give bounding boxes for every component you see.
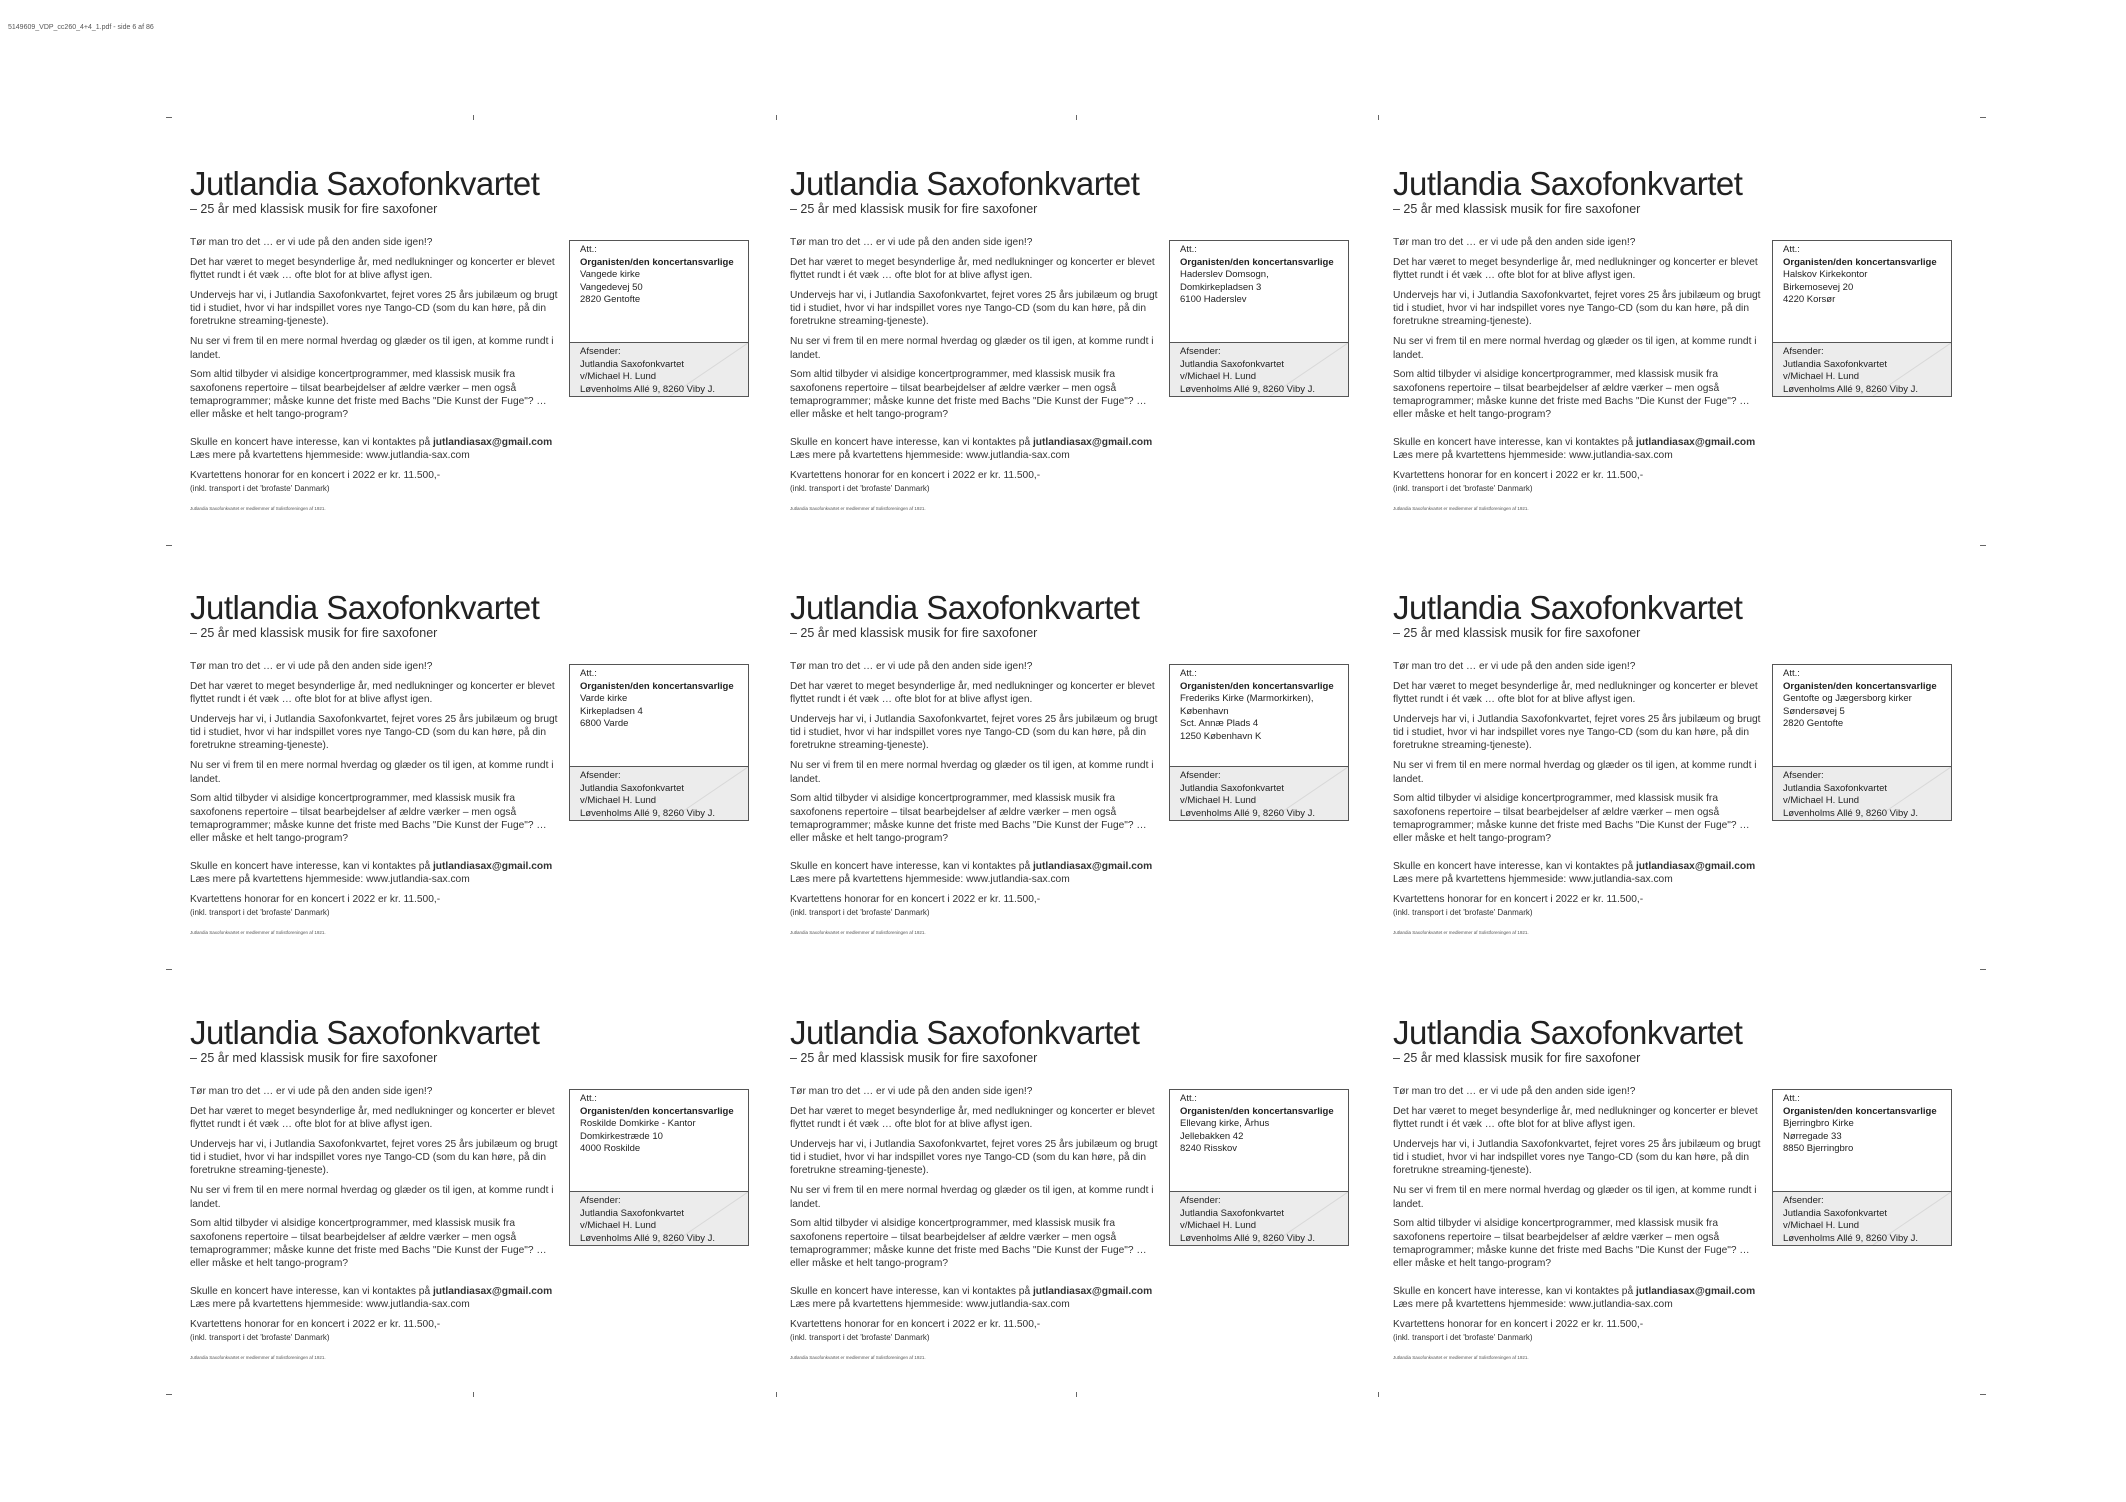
recipient-line: 8850 Bjerringbro	[1783, 1143, 1854, 1154]
att-label: Att.:	[580, 244, 597, 255]
crop-mark	[1980, 969, 1986, 970]
body-paragraph: Nu ser vi frem til en mere normal hverdag og glæder os til igen, at komme rundt i landet.	[1393, 1185, 1757, 1210]
membership-note: Jutlandia Saxofonkvartet er medlemmer af Solistforeningen af 1921.	[190, 505, 326, 511]
body-paragraph: Nu ser vi frem til en mere normal hverdag og glæder os til igen, at komme rundt i landet.	[190, 1185, 554, 1210]
sender-line: v/Michael H. Lund	[580, 795, 657, 806]
recipient-line: Varde kirke	[580, 693, 628, 704]
sender-line: Løvenholms Allé 9, 8260 Viby J.	[580, 807, 716, 819]
address-box	[569, 240, 749, 397]
contact-text: Skulle en koncert have interesse, kan vi kontaktes på	[790, 860, 1033, 872]
card-body	[1393, 660, 1763, 946]
card-body	[1393, 236, 1763, 522]
recipient-role: Organisten/den koncertansvarlige	[580, 680, 734, 692]
card-subtitle: – 25 år med klassisk musik for fire saxofoner	[1393, 1051, 1641, 1065]
website-line: Læs mere på kvartettens hjemmeside: www.jutlandia-sax.com	[1393, 449, 1673, 461]
contact-text: Skulle en koncert have interesse, kan vi kontaktes på	[790, 436, 1033, 448]
contact-text: Skulle en koncert have interesse, kan vi kontaktes på	[1393, 1285, 1636, 1297]
recipient-line: Ellevang kirke, Århus	[1180, 1118, 1270, 1129]
crop-mark	[1980, 545, 1986, 546]
body-paragraph: Undervejs har vi, i Jutlandia Saxofonkvartet, fejret vores 25 års jubilæum og brugt tid i studiet, hvor vi har indspillet vores nye Tango-CD (som du kan høre, på din foretrukne streaming-tjeneste).	[1393, 289, 1761, 328]
recipient-block	[1180, 1093, 1345, 1156]
recipient-block	[580, 1093, 745, 1156]
body-paragraph: Tør man tro det … er vi ude på den anden side igen!?	[790, 237, 1033, 248]
recipient-line: 4220 Korsør	[1783, 294, 1836, 305]
recipient-line: Haderslev Domsogn,	[1180, 269, 1269, 280]
contact-text: Skulle en koncert have interesse, kan vi kontaktes på	[790, 1285, 1033, 1297]
card-subtitle: – 25 år med klassisk musik for fire saxofoner	[790, 626, 1038, 640]
body-paragraph: Undervejs har vi, i Jutlandia Saxofonkvartet, fejret vores 25 års jubilæum og brugt tid i studiet, hvor vi har indspillet vores nye Tango-CD (som du kan høre, på din foretrukne streaming-tjeneste).	[190, 289, 558, 328]
body-paragraph: Det har været to meget besynderlige år, med nedlukninger og koncerter er blevet flyttet rundt i ét væk … ofte blot for at blive aflyst igen.	[190, 680, 555, 706]
recipient-role: Organisten/den koncertansvarlige	[1180, 1105, 1334, 1117]
contact-line	[790, 436, 1160, 449]
body-paragraph: Det har været to meget besynderlige år, med nedlukninger og koncerter er blevet flyttet rundt i ét væk … ofte blot for at blive aflyst igen.	[1393, 256, 1758, 282]
body-paragraph: Nu ser vi frem til en mere normal hverdag og glæder os til igen, at komme rundt i landet.	[1393, 760, 1757, 785]
card-body	[790, 236, 1160, 522]
contact-email: jutlandiasax@gmail.com	[1635, 436, 1756, 448]
contact-email: jutlandiasax@gmail.com	[1032, 436, 1153, 448]
card-title: Jutlandia Saxofonkvartet	[1393, 1014, 1743, 1051]
website-line: Læs mere på kvartettens hjemmeside: www.jutlandia-sax.com	[1393, 1298, 1673, 1310]
card-title: Jutlandia Saxofonkvartet	[790, 1014, 1140, 1051]
sender-line: v/Michael H. Lund	[580, 371, 657, 382]
body-paragraph: Nu ser vi frem til en mere normal hverdag og glæder os til igen, at komme rundt i landet.	[790, 1185, 1154, 1210]
crop-mark	[776, 115, 777, 120]
contact-email: jutlandiasax@gmail.com	[432, 436, 553, 448]
card-body	[190, 660, 560, 946]
att-label: Att.:	[1180, 244, 1197, 255]
contact-line	[190, 1285, 560, 1298]
crop-mark	[166, 1394, 172, 1395]
recipient-line: Bjerringbro Kirke	[1783, 1118, 1854, 1129]
recipient-line: Frederiks Kirke (Marmorkirken),	[1180, 693, 1314, 704]
recipient-line: Vangedevej 50	[580, 281, 643, 293]
sender-block	[1170, 342, 1348, 396]
sender-line: Løvenholms Allé 9, 8260 Viby J.	[580, 383, 716, 395]
sender-line: Jutlandia Saxofonkvartet	[1180, 1207, 1285, 1219]
recipient-role: Organisten/den koncertansvarlige	[1180, 680, 1334, 692]
card-body	[190, 236, 560, 522]
address-box	[1772, 1089, 1952, 1246]
recipient-line: 2820 Gentofte	[580, 294, 641, 305]
body-paragraph: Tør man tro det … er vi ude på den anden side igen!?	[190, 1086, 433, 1097]
card-subtitle: – 25 år med klassisk musik for fire saxofoner	[190, 202, 438, 216]
body-paragraph: Nu ser vi frem til en mere normal hverdag og glæder os til igen, at komme rundt i landet.	[190, 336, 554, 361]
contact-text: Skulle en koncert have interesse, kan vi kontaktes på	[190, 860, 433, 872]
crop-mark	[473, 115, 474, 120]
fee-line: Kvartettens honorar for en koncert i 2022 er kr. 11.500,-	[190, 893, 441, 905]
recipient-block	[580, 668, 745, 731]
sender-line: Jutlandia Saxofonkvartet	[580, 358, 685, 370]
membership-note: Jutlandia Saxofonkvartet er medlemmer af Solistforeningen af 1921.	[790, 505, 926, 511]
sender-line: Jutlandia Saxofonkvartet	[1783, 358, 1888, 370]
body-paragraph: Som altid tilbyder vi alsidige koncertprogrammer, med klassisk musik fra saxofonens repertoire – tilsat bearbejdelser af ældre værker – men også temaprogrammer; måske kunne det friste med Bachs "Die Kunst der Fuge"? … eller måske et helt tango-program?	[790, 1218, 1147, 1270]
flyer-card	[190, 588, 734, 948]
sender-block	[570, 766, 748, 820]
att-label: Att.:	[1180, 1093, 1197, 1104]
sender-label: Afsender:	[1783, 770, 1824, 781]
recipient-block	[1783, 244, 1948, 307]
website-line: Læs mere på kvartettens hjemmeside: www.jutlandia-sax.com	[790, 449, 1070, 461]
body-paragraph: Som altid tilbyder vi alsidige koncertprogrammer, med klassisk musik fra saxofonens repertoire – tilsat bearbejdelser af ældre værker – men også temaprogrammer; måske kunne det friste med Bachs "Die Kunst der Fuge"? … eller måske et helt tango-program?	[190, 369, 547, 421]
recipient-line: 4000 Roskilde	[580, 1143, 641, 1154]
contact-email: jutlandiasax@gmail.com	[1032, 1285, 1153, 1297]
website-line: Læs mere på kvartettens hjemmeside: www.jutlandia-sax.com	[190, 449, 470, 461]
fee-note: (inkl. transport i det 'brofaste' Danmark)	[1393, 1332, 1533, 1342]
att-label: Att.:	[1783, 1093, 1800, 1104]
fee-note: (inkl. transport i det 'brofaste' Danmark)	[790, 483, 930, 493]
contact-text: Skulle en koncert have interesse, kan vi kontaktes på	[190, 436, 433, 448]
contact-text: Skulle en koncert have interesse, kan vi kontaktes på	[1393, 860, 1636, 872]
sender-block	[1773, 766, 1951, 820]
recipient-address	[1180, 269, 1345, 307]
body-paragraph: Som altid tilbyder vi alsidige koncertprogrammer, med klassisk musik fra saxofonens repertoire – tilsat bearbejdelser af ældre værker – men også temaprogrammer; måske kunne det friste med Bachs "Die Kunst der Fuge"? … eller måske et helt tango-program?	[190, 1218, 547, 1270]
recipient-block	[1180, 668, 1345, 743]
sender-label: Afsender:	[1783, 1195, 1824, 1206]
fee-note: (inkl. transport i det 'brofaste' Danmark)	[790, 907, 930, 917]
address-box	[569, 1089, 749, 1246]
body-paragraph: Det har været to meget besynderlige år, med nedlukninger og koncerter er blevet flyttet rundt i ét væk … ofte blot for at blive aflyst igen.	[790, 680, 1155, 706]
body-paragraph: Tør man tro det … er vi ude på den anden side igen!?	[1393, 237, 1636, 248]
sender-line: v/Michael H. Lund	[580, 1220, 657, 1231]
membership-note: Jutlandia Saxofonkvartet er medlemmer af Solistforeningen af 1921.	[190, 1354, 326, 1360]
sender-label: Afsender:	[1180, 1195, 1221, 1206]
website-line: Læs mere på kvartettens hjemmeside: www.jutlandia-sax.com	[790, 873, 1070, 885]
att-label: Att.:	[1180, 668, 1197, 679]
crop-mark	[1378, 1392, 1379, 1397]
body-paragraph: Tør man tro det … er vi ude på den anden side igen!?	[790, 661, 1033, 672]
card-subtitle: – 25 år med klassisk musik for fire saxofoner	[790, 202, 1038, 216]
contact-line	[1393, 860, 1763, 873]
att-label: Att.:	[580, 668, 597, 679]
page-header: 5149609_VDP_cc260_4+4_1.pdf - side 6 af 86	[8, 24, 154, 31]
card-title: Jutlandia Saxofonkvartet	[790, 165, 1140, 202]
recipient-role: Organisten/den koncertansvarlige	[1180, 256, 1334, 268]
crop-mark	[166, 545, 172, 546]
recipient-line: 6800 Varde	[580, 718, 629, 729]
recipient-address	[1180, 693, 1345, 743]
body-paragraph: Tør man tro det … er vi ude på den anden side igen!?	[190, 237, 433, 248]
sender-line: Løvenholms Allé 9, 8260 Viby J.	[1783, 383, 1919, 395]
recipient-line: Domkirkestræde 10	[580, 1130, 663, 1142]
sender-block	[570, 342, 748, 396]
crop-mark	[776, 1392, 777, 1397]
recipient-address	[1783, 269, 1948, 307]
sender-line: v/Michael H. Lund	[1783, 1220, 1860, 1231]
fee-line: Kvartettens honorar for en koncert i 2022 er kr. 11.500,-	[790, 893, 1041, 905]
flyer-card	[790, 588, 1334, 948]
flyer-card	[1393, 588, 1937, 948]
body-paragraph: Undervejs har vi, i Jutlandia Saxofonkvartet, fejret vores 25 års jubilæum og brugt tid i studiet, hvor vi har indspillet vores nye Tango-CD (som du kan høre, på din foretrukne streaming-tjeneste).	[790, 289, 1158, 328]
sender-label: Afsender:	[580, 770, 621, 781]
contact-email: jutlandiasax@gmail.com	[1635, 1285, 1756, 1297]
contact-line	[1393, 436, 1763, 449]
fee-line: Kvartettens honorar for en koncert i 2022 er kr. 11.500,-	[190, 1318, 441, 1330]
sender-line: Løvenholms Allé 9, 8260 Viby J.	[580, 1232, 716, 1244]
card-body	[190, 1085, 560, 1371]
recipient-block	[1783, 1093, 1948, 1156]
recipient-role: Organisten/den koncertansvarlige	[580, 1105, 734, 1117]
recipient-line: Vangede kirke	[580, 269, 641, 280]
card-subtitle: – 25 år med klassisk musik for fire saxofoner	[190, 626, 438, 640]
recipient-role: Organisten/den koncertansvarlige	[1783, 680, 1937, 692]
card-subtitle: – 25 år med klassisk musik for fire saxofoner	[1393, 626, 1641, 640]
membership-note: Jutlandia Saxofonkvartet er medlemmer af Solistforeningen af 1921.	[190, 929, 326, 935]
sender-label: Afsender:	[580, 346, 621, 357]
body-paragraph: Undervejs har vi, i Jutlandia Saxofonkvartet, fejret vores 25 års jubilæum og brugt tid i studiet, hvor vi har indspillet vores nye Tango-CD (som du kan høre, på din foretrukne streaming-tjeneste).	[790, 1138, 1158, 1177]
website-line: Læs mere på kvartettens hjemmeside: www.jutlandia-sax.com	[190, 873, 470, 885]
sender-line: Jutlandia Saxofonkvartet	[1180, 358, 1285, 370]
fee-note: (inkl. transport i det 'brofaste' Danmark)	[190, 1332, 330, 1342]
body-paragraph: Undervejs har vi, i Jutlandia Saxofonkvartet, fejret vores 25 års jubilæum og brugt tid i studiet, hvor vi har indspillet vores nye Tango-CD (som du kan høre, på din foretrukne streaming-tjeneste).	[790, 713, 1158, 752]
fee-line: Kvartettens honorar for en koncert i 2022 er kr. 11.500,-	[790, 1318, 1041, 1330]
body-paragraph: Som altid tilbyder vi alsidige koncertprogrammer, med klassisk musik fra saxofonens repertoire – tilsat bearbejdelser af ældre værker – men også temaprogrammer; måske kunne det friste med Bachs "Die Kunst der Fuge"? … eller måske et helt tango-program?	[790, 369, 1147, 421]
recipient-address	[1783, 1118, 1948, 1156]
contact-email: jutlandiasax@gmail.com	[432, 1285, 553, 1297]
recipient-line: Gentofte og Jægersborg kirker	[1783, 693, 1912, 704]
recipient-address	[580, 1118, 745, 1156]
att-label: Att.:	[1783, 668, 1800, 679]
crop-mark	[1378, 115, 1379, 120]
att-label: Att.:	[580, 1093, 597, 1104]
membership-note: Jutlandia Saxofonkvartet er medlemmer af Solistforeningen af 1921.	[790, 929, 926, 935]
sender-block	[1170, 1191, 1348, 1245]
fee-note: (inkl. transport i det 'brofaste' Danmark)	[790, 1332, 930, 1342]
recipient-role: Organisten/den koncertansvarlige	[580, 256, 734, 268]
fee-line: Kvartettens honorar for en koncert i 2022 er kr. 11.500,-	[190, 469, 441, 481]
sender-label: Afsender:	[1180, 770, 1221, 781]
crop-mark	[473, 1392, 474, 1397]
crop-mark	[1980, 1394, 1986, 1395]
recipient-address	[1783, 693, 1948, 731]
recipient-line: Nørregade 33	[1783, 1130, 1842, 1142]
address-box	[1169, 664, 1349, 821]
recipient-line: Birkemosevej 20	[1783, 281, 1854, 293]
sender-line: Løvenholms Allé 9, 8260 Viby J.	[1180, 807, 1316, 819]
sender-line: v/Michael H. Lund	[1783, 795, 1860, 806]
card-title: Jutlandia Saxofonkvartet	[1393, 589, 1743, 626]
body-paragraph: Tør man tro det … er vi ude på den anden side igen!?	[1393, 1086, 1636, 1097]
sender-line: Jutlandia Saxofonkvartet	[1783, 1207, 1888, 1219]
address-box	[1772, 664, 1952, 821]
contact-email: jutlandiasax@gmail.com	[432, 860, 553, 872]
flyer-card	[190, 164, 734, 524]
crop-mark	[166, 969, 172, 970]
crop-mark	[1076, 115, 1077, 120]
fee-line: Kvartettens honorar for en koncert i 2022 er kr. 11.500,-	[790, 469, 1041, 481]
card-body	[790, 660, 1160, 946]
card-subtitle: – 25 år med klassisk musik for fire saxofoner	[190, 1051, 438, 1065]
membership-note: Jutlandia Saxofonkvartet er medlemmer af Solistforeningen af 1921.	[1393, 505, 1529, 511]
recipient-line: 8240 Risskov	[1180, 1143, 1238, 1154]
crop-mark	[1076, 1392, 1077, 1397]
recipient-block	[1783, 668, 1948, 731]
card-body	[1393, 1085, 1763, 1371]
body-paragraph: Nu ser vi frem til en mere normal hverdag og glæder os til igen, at komme rundt i landet.	[790, 336, 1154, 361]
contact-line	[1393, 1285, 1763, 1298]
sender-block	[1773, 342, 1951, 396]
body-paragraph: Det har været to meget besynderlige år, med nedlukninger og koncerter er blevet flyttet rundt i ét væk … ofte blot for at blive aflyst igen.	[1393, 680, 1758, 706]
flyer-card	[1393, 1013, 1937, 1373]
contact-text: Skulle en koncert have interesse, kan vi kontaktes på	[190, 1285, 433, 1297]
membership-note: Jutlandia Saxofonkvartet er medlemmer af Solistforeningen af 1921.	[1393, 929, 1529, 935]
fee-note: (inkl. transport i det 'brofaste' Danmark)	[190, 907, 330, 917]
sender-block	[570, 1191, 748, 1245]
body-paragraph: Undervejs har vi, i Jutlandia Saxofonkvartet, fejret vores 25 års jubilæum og brugt tid i studiet, hvor vi har indspillet vores nye Tango-CD (som du kan høre, på din foretrukne streaming-tjeneste).	[1393, 1138, 1761, 1177]
address-box	[1772, 240, 1952, 397]
body-paragraph: Undervejs har vi, i Jutlandia Saxofonkvartet, fejret vores 25 års jubilæum og brugt tid i studiet, hvor vi har indspillet vores nye Tango-CD (som du kan høre, på din foretrukne streaming-tjeneste).	[190, 713, 558, 752]
body-paragraph: Som altid tilbyder vi alsidige koncertprogrammer, med klassisk musik fra saxofonens repertoire – tilsat bearbejdelser af ældre værker – men også temaprogrammer; måske kunne det friste med Bachs "Die Kunst der Fuge"? … eller måske et helt tango-program?	[190, 793, 547, 845]
recipient-line: 6100 Haderslev	[1180, 294, 1247, 305]
sender-line: Løvenholms Allé 9, 8260 Viby J.	[1783, 807, 1919, 819]
body-paragraph: Tør man tro det … er vi ude på den anden side igen!?	[790, 1086, 1033, 1097]
fee-note: (inkl. transport i det 'brofaste' Danmark)	[190, 483, 330, 493]
body-paragraph: Nu ser vi frem til en mere normal hverdag og glæder os til igen, at komme rundt i landet.	[790, 760, 1154, 785]
flyer-card	[190, 1013, 734, 1373]
card-title: Jutlandia Saxofonkvartet	[190, 165, 540, 202]
sender-line: Løvenholms Allé 9, 8260 Viby J.	[1180, 383, 1316, 395]
sender-line: v/Michael H. Lund	[1180, 1220, 1257, 1231]
recipient-address	[580, 269, 745, 307]
body-paragraph: Som altid tilbyder vi alsidige koncertprogrammer, med klassisk musik fra saxofonens repertoire – tilsat bearbejdelser af ældre værker – men også temaprogrammer; måske kunne det friste med Bachs "Die Kunst der Fuge"? … eller måske et helt tango-program?	[790, 793, 1147, 845]
membership-note: Jutlandia Saxofonkvartet er medlemmer af Solistforeningen af 1921.	[790, 1354, 926, 1360]
sender-line: Jutlandia Saxofonkvartet	[1180, 782, 1285, 794]
body-paragraph: Som altid tilbyder vi alsidige koncertprogrammer, med klassisk musik fra saxofonens repertoire – tilsat bearbejdelser af ældre værker – men også temaprogrammer; måske kunne det friste med Bachs "Die Kunst der Fuge"? … eller måske et helt tango-program?	[1393, 369, 1750, 421]
contact-line	[190, 860, 560, 873]
body-paragraph: Tør man tro det … er vi ude på den anden side igen!?	[1393, 661, 1636, 672]
card-subtitle: – 25 år med klassisk musik for fire saxofoner	[790, 1051, 1038, 1065]
recipient-block	[1180, 244, 1345, 307]
sender-line: v/Michael H. Lund	[1180, 795, 1257, 806]
website-line: Læs mere på kvartettens hjemmeside: www.jutlandia-sax.com	[790, 1298, 1070, 1310]
address-box	[569, 664, 749, 821]
sender-block	[1773, 1191, 1951, 1245]
contact-line	[190, 436, 560, 449]
recipient-line: København	[1180, 705, 1229, 717]
body-paragraph: Det har været to meget besynderlige år, med nedlukninger og koncerter er blevet flyttet rundt i ét væk … ofte blot for at blive aflyst igen.	[190, 256, 555, 282]
sender-line: Jutlandia Saxofonkvartet	[580, 782, 685, 794]
body-paragraph: Som altid tilbyder vi alsidige koncertprogrammer, med klassisk musik fra saxofonens repertoire – tilsat bearbejdelser af ældre værker – men også temaprogrammer; måske kunne det friste med Bachs "Die Kunst der Fuge"? … eller måske et helt tango-program?	[1393, 1218, 1750, 1270]
contact-line	[790, 860, 1160, 873]
flyer-card	[1393, 164, 1937, 524]
contact-email: jutlandiasax@gmail.com	[1635, 860, 1756, 872]
recipient-line: Sct. Annæ Plads 4	[1180, 718, 1259, 729]
body-paragraph: Nu ser vi frem til en mere normal hverdag og glæder os til igen, at komme rundt i landet.	[1393, 336, 1757, 361]
recipient-role: Organisten/den koncertansvarlige	[1783, 1105, 1937, 1117]
sender-label: Afsender:	[1783, 346, 1824, 357]
card-body	[790, 1085, 1160, 1371]
card-title: Jutlandia Saxofonkvartet	[190, 589, 540, 626]
recipient-block	[580, 244, 745, 307]
flyer-card	[790, 1013, 1334, 1373]
body-paragraph: Undervejs har vi, i Jutlandia Saxofonkvartet, fejret vores 25 års jubilæum og brugt tid i studiet, hvor vi har indspillet vores nye Tango-CD (som du kan høre, på din foretrukne streaming-tjeneste).	[190, 1138, 558, 1177]
recipient-address	[580, 693, 745, 731]
sender-line: Jutlandia Saxofonkvartet	[1783, 782, 1888, 794]
fee-line: Kvartettens honorar for en koncert i 2022 er kr. 11.500,-	[1393, 1318, 1644, 1330]
sender-label: Afsender:	[1180, 346, 1221, 357]
card-subtitle: – 25 år med klassisk musik for fire saxofoner	[1393, 202, 1641, 216]
card-title: Jutlandia Saxofonkvartet	[790, 589, 1140, 626]
recipient-line: Kirkepladsen 4	[580, 705, 643, 717]
fee-line: Kvartettens honorar for en koncert i 2022 er kr. 11.500,-	[1393, 469, 1644, 481]
recipient-line: Roskilde Domkirke - Kantor	[580, 1118, 696, 1129]
contact-text: Skulle en koncert have interesse, kan vi kontaktes på	[1393, 436, 1636, 448]
att-label: Att.:	[1783, 244, 1800, 255]
body-paragraph: Nu ser vi frem til en mere normal hverdag og glæder os til igen, at komme rundt i landet.	[190, 760, 554, 785]
sender-line: v/Michael H. Lund	[1180, 371, 1257, 382]
recipient-line: Jellebakken 42	[1180, 1130, 1244, 1142]
address-box	[1169, 1089, 1349, 1246]
flyer-card	[790, 164, 1334, 524]
sender-line: v/Michael H. Lund	[1783, 371, 1860, 382]
card-title: Jutlandia Saxofonkvartet	[190, 1014, 540, 1051]
recipient-role: Organisten/den koncertansvarlige	[1783, 256, 1937, 268]
website-line: Læs mere på kvartettens hjemmeside: www.jutlandia-sax.com	[190, 1298, 470, 1310]
sender-line: Løvenholms Allé 9, 8260 Viby J.	[1180, 1232, 1316, 1244]
website-line: Læs mere på kvartettens hjemmeside: www.jutlandia-sax.com	[1393, 873, 1673, 885]
recipient-address	[1180, 1118, 1345, 1156]
membership-note: Jutlandia Saxofonkvartet er medlemmer af Solistforeningen af 1921.	[1393, 1354, 1529, 1360]
recipient-line: Domkirkepladsen 3	[1180, 281, 1262, 293]
recipient-line: Halskov Kirkekontor	[1783, 269, 1868, 280]
sender-label: Afsender:	[580, 1195, 621, 1206]
body-paragraph: Undervejs har vi, i Jutlandia Saxofonkvartet, fejret vores 25 års jubilæum og brugt tid i studiet, hvor vi har indspillet vores nye Tango-CD (som du kan høre, på din foretrukne streaming-tjeneste).	[1393, 713, 1761, 752]
body-paragraph: Det har været to meget besynderlige år, med nedlukninger og koncerter er blevet flyttet rundt i ét væk … ofte blot for at blive aflyst igen.	[1393, 1105, 1758, 1131]
contact-line	[790, 1285, 1160, 1298]
sender-block	[1170, 766, 1348, 820]
address-box	[1169, 240, 1349, 397]
fee-note: (inkl. transport i det 'brofaste' Danmark)	[1393, 907, 1533, 917]
sender-line: Jutlandia Saxofonkvartet	[580, 1207, 685, 1219]
recipient-line: 2820 Gentofte	[1783, 718, 1844, 729]
body-paragraph: Det har været to meget besynderlige år, med nedlukninger og koncerter er blevet flyttet rundt i ét væk … ofte blot for at blive aflyst igen.	[190, 1105, 555, 1131]
crop-mark	[1980, 117, 1986, 118]
body-paragraph: Tør man tro det … er vi ude på den anden side igen!?	[190, 661, 433, 672]
fee-line: Kvartettens honorar for en koncert i 2022 er kr. 11.500,-	[1393, 893, 1644, 905]
contact-email: jutlandiasax@gmail.com	[1032, 860, 1153, 872]
body-paragraph: Som altid tilbyder vi alsidige koncertprogrammer, med klassisk musik fra saxofonens repertoire – tilsat bearbejdelser af ældre værker – men også temaprogrammer; måske kunne det friste med Bachs "Die Kunst der Fuge"? … eller måske et helt tango-program?	[1393, 793, 1750, 845]
body-paragraph: Det har været to meget besynderlige år, med nedlukninger og koncerter er blevet flyttet rundt i ét væk … ofte blot for at blive aflyst igen.	[790, 256, 1155, 282]
card-title: Jutlandia Saxofonkvartet	[1393, 165, 1743, 202]
sender-line: Løvenholms Allé 9, 8260 Viby J.	[1783, 1232, 1919, 1244]
recipient-line: Søndersøvej 5	[1783, 705, 1845, 717]
crop-mark	[166, 117, 172, 118]
fee-note: (inkl. transport i det 'brofaste' Danmark)	[1393, 483, 1533, 493]
recipient-line: 1250 København K	[1180, 730, 1262, 742]
body-paragraph: Det har været to meget besynderlige år, med nedlukninger og koncerter er blevet flyttet rundt i ét væk … ofte blot for at blive aflyst igen.	[790, 1105, 1155, 1131]
